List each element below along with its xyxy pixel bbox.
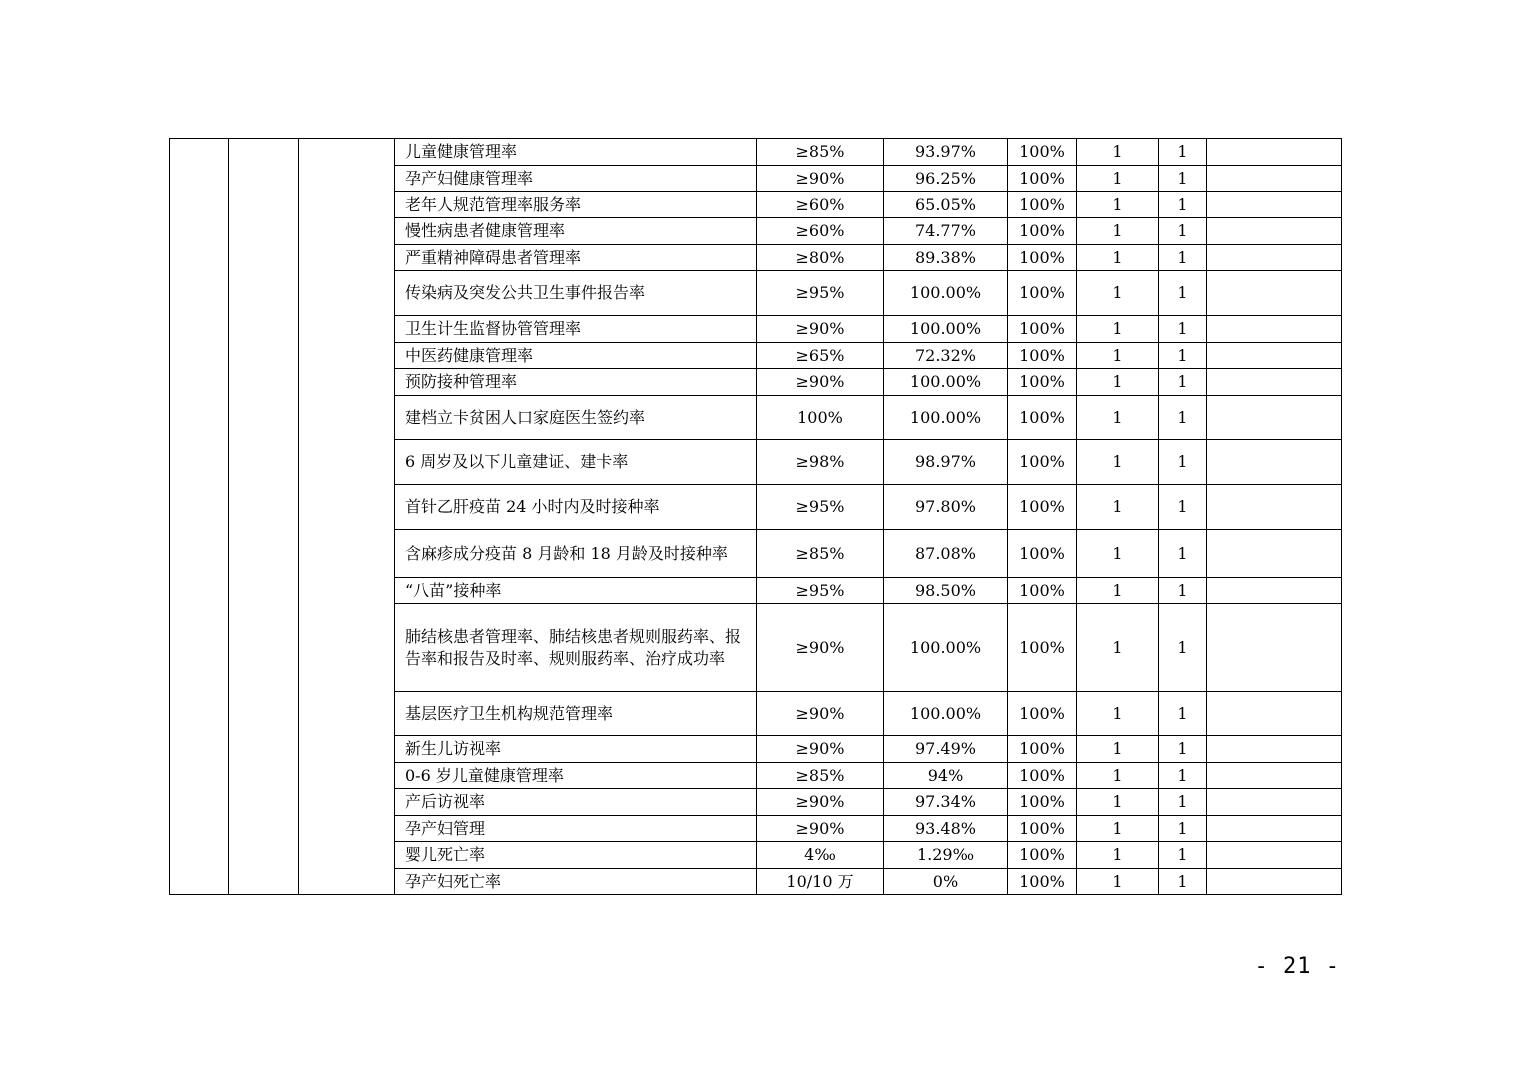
target-value: ≥95% xyxy=(757,271,884,316)
indicator-name: 儿童健康管理率 xyxy=(395,139,757,166)
note-cell xyxy=(1207,604,1342,692)
note-cell xyxy=(1207,485,1342,530)
target-value: ≥90% xyxy=(757,816,884,842)
indicator-name: 新生儿访视率 xyxy=(395,736,757,763)
note-cell xyxy=(1207,530,1342,578)
note-cell xyxy=(1207,396,1342,440)
indicator-name: 0-6 岁儿童健康管理率 xyxy=(395,763,757,789)
score-value: 1 xyxy=(1159,166,1207,192)
actual-value: 100.00% xyxy=(884,692,1008,736)
completion-rate: 100% xyxy=(1008,763,1077,789)
note-cell xyxy=(1207,316,1342,343)
completion-rate: 100% xyxy=(1008,218,1077,245)
actual-value: 96.25% xyxy=(884,166,1008,192)
note-cell xyxy=(1207,578,1342,604)
page-number: - 21 - xyxy=(1254,954,1340,979)
score-value: 1 xyxy=(1159,139,1207,166)
weight-value: 1 xyxy=(1077,245,1159,271)
note-cell xyxy=(1207,789,1342,816)
actual-value: 100.00% xyxy=(884,271,1008,316)
score-value: 1 xyxy=(1159,192,1207,218)
completion-rate: 100% xyxy=(1008,166,1077,192)
actual-value: 97.49% xyxy=(884,736,1008,763)
note-cell xyxy=(1207,736,1342,763)
score-value: 1 xyxy=(1159,816,1207,842)
note-cell xyxy=(1207,166,1342,192)
completion-rate: 100% xyxy=(1008,316,1077,343)
indicator-name: 慢性病患者健康管理率 xyxy=(395,218,757,245)
weight-value: 1 xyxy=(1077,369,1159,396)
weight-value: 1 xyxy=(1077,842,1159,869)
actual-value: 100.00% xyxy=(884,369,1008,396)
note-cell xyxy=(1207,139,1342,166)
note-cell xyxy=(1207,869,1342,895)
indicator-table-body xyxy=(170,139,1342,895)
actual-value: 97.34% xyxy=(884,789,1008,816)
indicator-name: 孕产妇死亡率 xyxy=(395,869,757,895)
completion-rate: 100% xyxy=(1008,816,1077,842)
weight-value: 1 xyxy=(1077,192,1159,218)
weight-value: 1 xyxy=(1077,530,1159,578)
target-value: ≥90% xyxy=(757,166,884,192)
target-value: ≥85% xyxy=(757,763,884,789)
indicator-name: 含麻疹成分疫苗 8 月龄和 18 月龄及时接种率 xyxy=(395,530,757,578)
completion-rate: 100% xyxy=(1008,604,1077,692)
weight-value: 1 xyxy=(1077,763,1159,789)
score-value: 1 xyxy=(1159,842,1207,869)
score-value: 1 xyxy=(1159,271,1207,316)
completion-rate: 100% xyxy=(1008,139,1077,166)
actual-value: 100.00% xyxy=(884,396,1008,440)
sub-subcategory-cell xyxy=(299,139,395,895)
subcategory-cell xyxy=(229,139,299,895)
weight-value: 1 xyxy=(1077,816,1159,842)
target-value: ≥85% xyxy=(757,139,884,166)
score-value: 1 xyxy=(1159,343,1207,369)
completion-rate: 100% xyxy=(1008,530,1077,578)
target-value: ≥85% xyxy=(757,530,884,578)
completion-rate: 100% xyxy=(1008,192,1077,218)
weight-value: 1 xyxy=(1077,578,1159,604)
weight-value: 1 xyxy=(1077,692,1159,736)
note-cell xyxy=(1207,369,1342,396)
completion-rate: 100% xyxy=(1008,869,1077,895)
actual-value: 93.48% xyxy=(884,816,1008,842)
score-value: 1 xyxy=(1159,763,1207,789)
indicator-name: 肺结核患者管理率、肺结核患者规则服药率、报告率和报告及时率、规则服药率、治疗成功率 xyxy=(395,604,757,692)
indicator-name: 传染病及突发公共卫生事件报告率 xyxy=(395,271,757,316)
indicator-name: 婴儿死亡率 xyxy=(395,842,757,869)
actual-value: 0% xyxy=(884,869,1008,895)
target-value: ≥90% xyxy=(757,316,884,343)
target-value: 4‰ xyxy=(757,842,884,869)
weight-value: 1 xyxy=(1077,736,1159,763)
completion-rate: 100% xyxy=(1008,245,1077,271)
target-value: ≥90% xyxy=(757,692,884,736)
weight-value: 1 xyxy=(1077,869,1159,895)
target-value: 10/10 万 xyxy=(757,869,884,895)
completion-rate: 100% xyxy=(1008,396,1077,440)
weight-value: 1 xyxy=(1077,789,1159,816)
actual-value: 74.77% xyxy=(884,218,1008,245)
note-cell xyxy=(1207,692,1342,736)
score-value: 1 xyxy=(1159,396,1207,440)
weight-value: 1 xyxy=(1077,271,1159,316)
completion-rate: 100% xyxy=(1008,369,1077,396)
actual-value: 1.29‰ xyxy=(884,842,1008,869)
target-value: ≥90% xyxy=(757,736,884,763)
actual-value: 98.97% xyxy=(884,440,1008,485)
score-value: 1 xyxy=(1159,736,1207,763)
completion-rate: 100% xyxy=(1008,736,1077,763)
target-value: ≥65% xyxy=(757,343,884,369)
actual-value: 65.05% xyxy=(884,192,1008,218)
indicator-name: 严重精神障碍患者管理率 xyxy=(395,245,757,271)
indicator-name: 中医药健康管理率 xyxy=(395,343,757,369)
score-value: 1 xyxy=(1159,869,1207,895)
indicator-name: “八苗”接种率 xyxy=(395,578,757,604)
completion-rate: 100% xyxy=(1008,271,1077,316)
score-value: 1 xyxy=(1159,245,1207,271)
target-value: ≥90% xyxy=(757,604,884,692)
actual-value: 100.00% xyxy=(884,604,1008,692)
score-value: 1 xyxy=(1159,485,1207,530)
weight-value: 1 xyxy=(1077,139,1159,166)
weight-value: 1 xyxy=(1077,396,1159,440)
completion-rate: 100% xyxy=(1008,440,1077,485)
actual-value: 72.32% xyxy=(884,343,1008,369)
note-cell xyxy=(1207,842,1342,869)
completion-rate: 100% xyxy=(1008,343,1077,369)
score-value: 1 xyxy=(1159,692,1207,736)
note-cell xyxy=(1207,343,1342,369)
actual-value: 93.97% xyxy=(884,139,1008,166)
score-value: 1 xyxy=(1159,440,1207,485)
indicator-name: 建档立卡贫困人口家庭医生签约率 xyxy=(395,396,757,440)
weight-value: 1 xyxy=(1077,440,1159,485)
target-value: ≥60% xyxy=(757,192,884,218)
target-value: ≥95% xyxy=(757,578,884,604)
weight-value: 1 xyxy=(1077,166,1159,192)
weight-value: 1 xyxy=(1077,343,1159,369)
note-cell xyxy=(1207,271,1342,316)
actual-value: 100.00% xyxy=(884,316,1008,343)
indicator-name: 预防接种管理率 xyxy=(395,369,757,396)
target-value: ≥90% xyxy=(757,789,884,816)
indicator-table xyxy=(169,138,1342,895)
score-value: 1 xyxy=(1159,578,1207,604)
score-value: 1 xyxy=(1159,604,1207,692)
note-cell xyxy=(1207,218,1342,245)
indicator-name: 老年人规范管理率服务率 xyxy=(395,192,757,218)
completion-rate: 100% xyxy=(1008,789,1077,816)
score-value: 1 xyxy=(1159,789,1207,816)
target-value: ≥80% xyxy=(757,245,884,271)
indicator-name: 孕产妇管理 xyxy=(395,816,757,842)
target-value: ≥90% xyxy=(757,369,884,396)
weight-value: 1 xyxy=(1077,218,1159,245)
score-value: 1 xyxy=(1159,369,1207,396)
weight-value: 1 xyxy=(1077,604,1159,692)
indicator-name: 6 周岁及以下儿童建证、建卡率 xyxy=(395,440,757,485)
indicator-name: 卫生计生监督协管管理率 xyxy=(395,316,757,343)
actual-value: 87.08% xyxy=(884,530,1008,578)
table-row xyxy=(170,139,1342,166)
indicator-name: 基层医疗卫生机构规范管理率 xyxy=(395,692,757,736)
score-value: 1 xyxy=(1159,530,1207,578)
actual-value: 89.38% xyxy=(884,245,1008,271)
weight-value: 1 xyxy=(1077,485,1159,530)
completion-rate: 100% xyxy=(1008,485,1077,530)
note-cell xyxy=(1207,440,1342,485)
target-value: ≥60% xyxy=(757,218,884,245)
actual-value: 97.80% xyxy=(884,485,1008,530)
category-cell xyxy=(170,139,229,895)
actual-value: 98.50% xyxy=(884,578,1008,604)
score-value: 1 xyxy=(1159,316,1207,343)
note-cell xyxy=(1207,763,1342,789)
completion-rate: 100% xyxy=(1008,578,1077,604)
note-cell xyxy=(1207,192,1342,218)
target-value: 100% xyxy=(757,396,884,440)
note-cell xyxy=(1207,245,1342,271)
note-cell xyxy=(1207,816,1342,842)
completion-rate: 100% xyxy=(1008,842,1077,869)
actual-value: 94% xyxy=(884,763,1008,789)
score-value: 1 xyxy=(1159,218,1207,245)
completion-rate: 100% xyxy=(1008,692,1077,736)
weight-value: 1 xyxy=(1077,316,1159,343)
target-value: ≥95% xyxy=(757,485,884,530)
indicator-name: 产后访视率 xyxy=(395,789,757,816)
target-value: ≥98% xyxy=(757,440,884,485)
indicator-name: 首针乙肝疫苗 24 小时内及时接种率 xyxy=(395,485,757,530)
indicator-name: 孕产妇健康管理率 xyxy=(395,166,757,192)
